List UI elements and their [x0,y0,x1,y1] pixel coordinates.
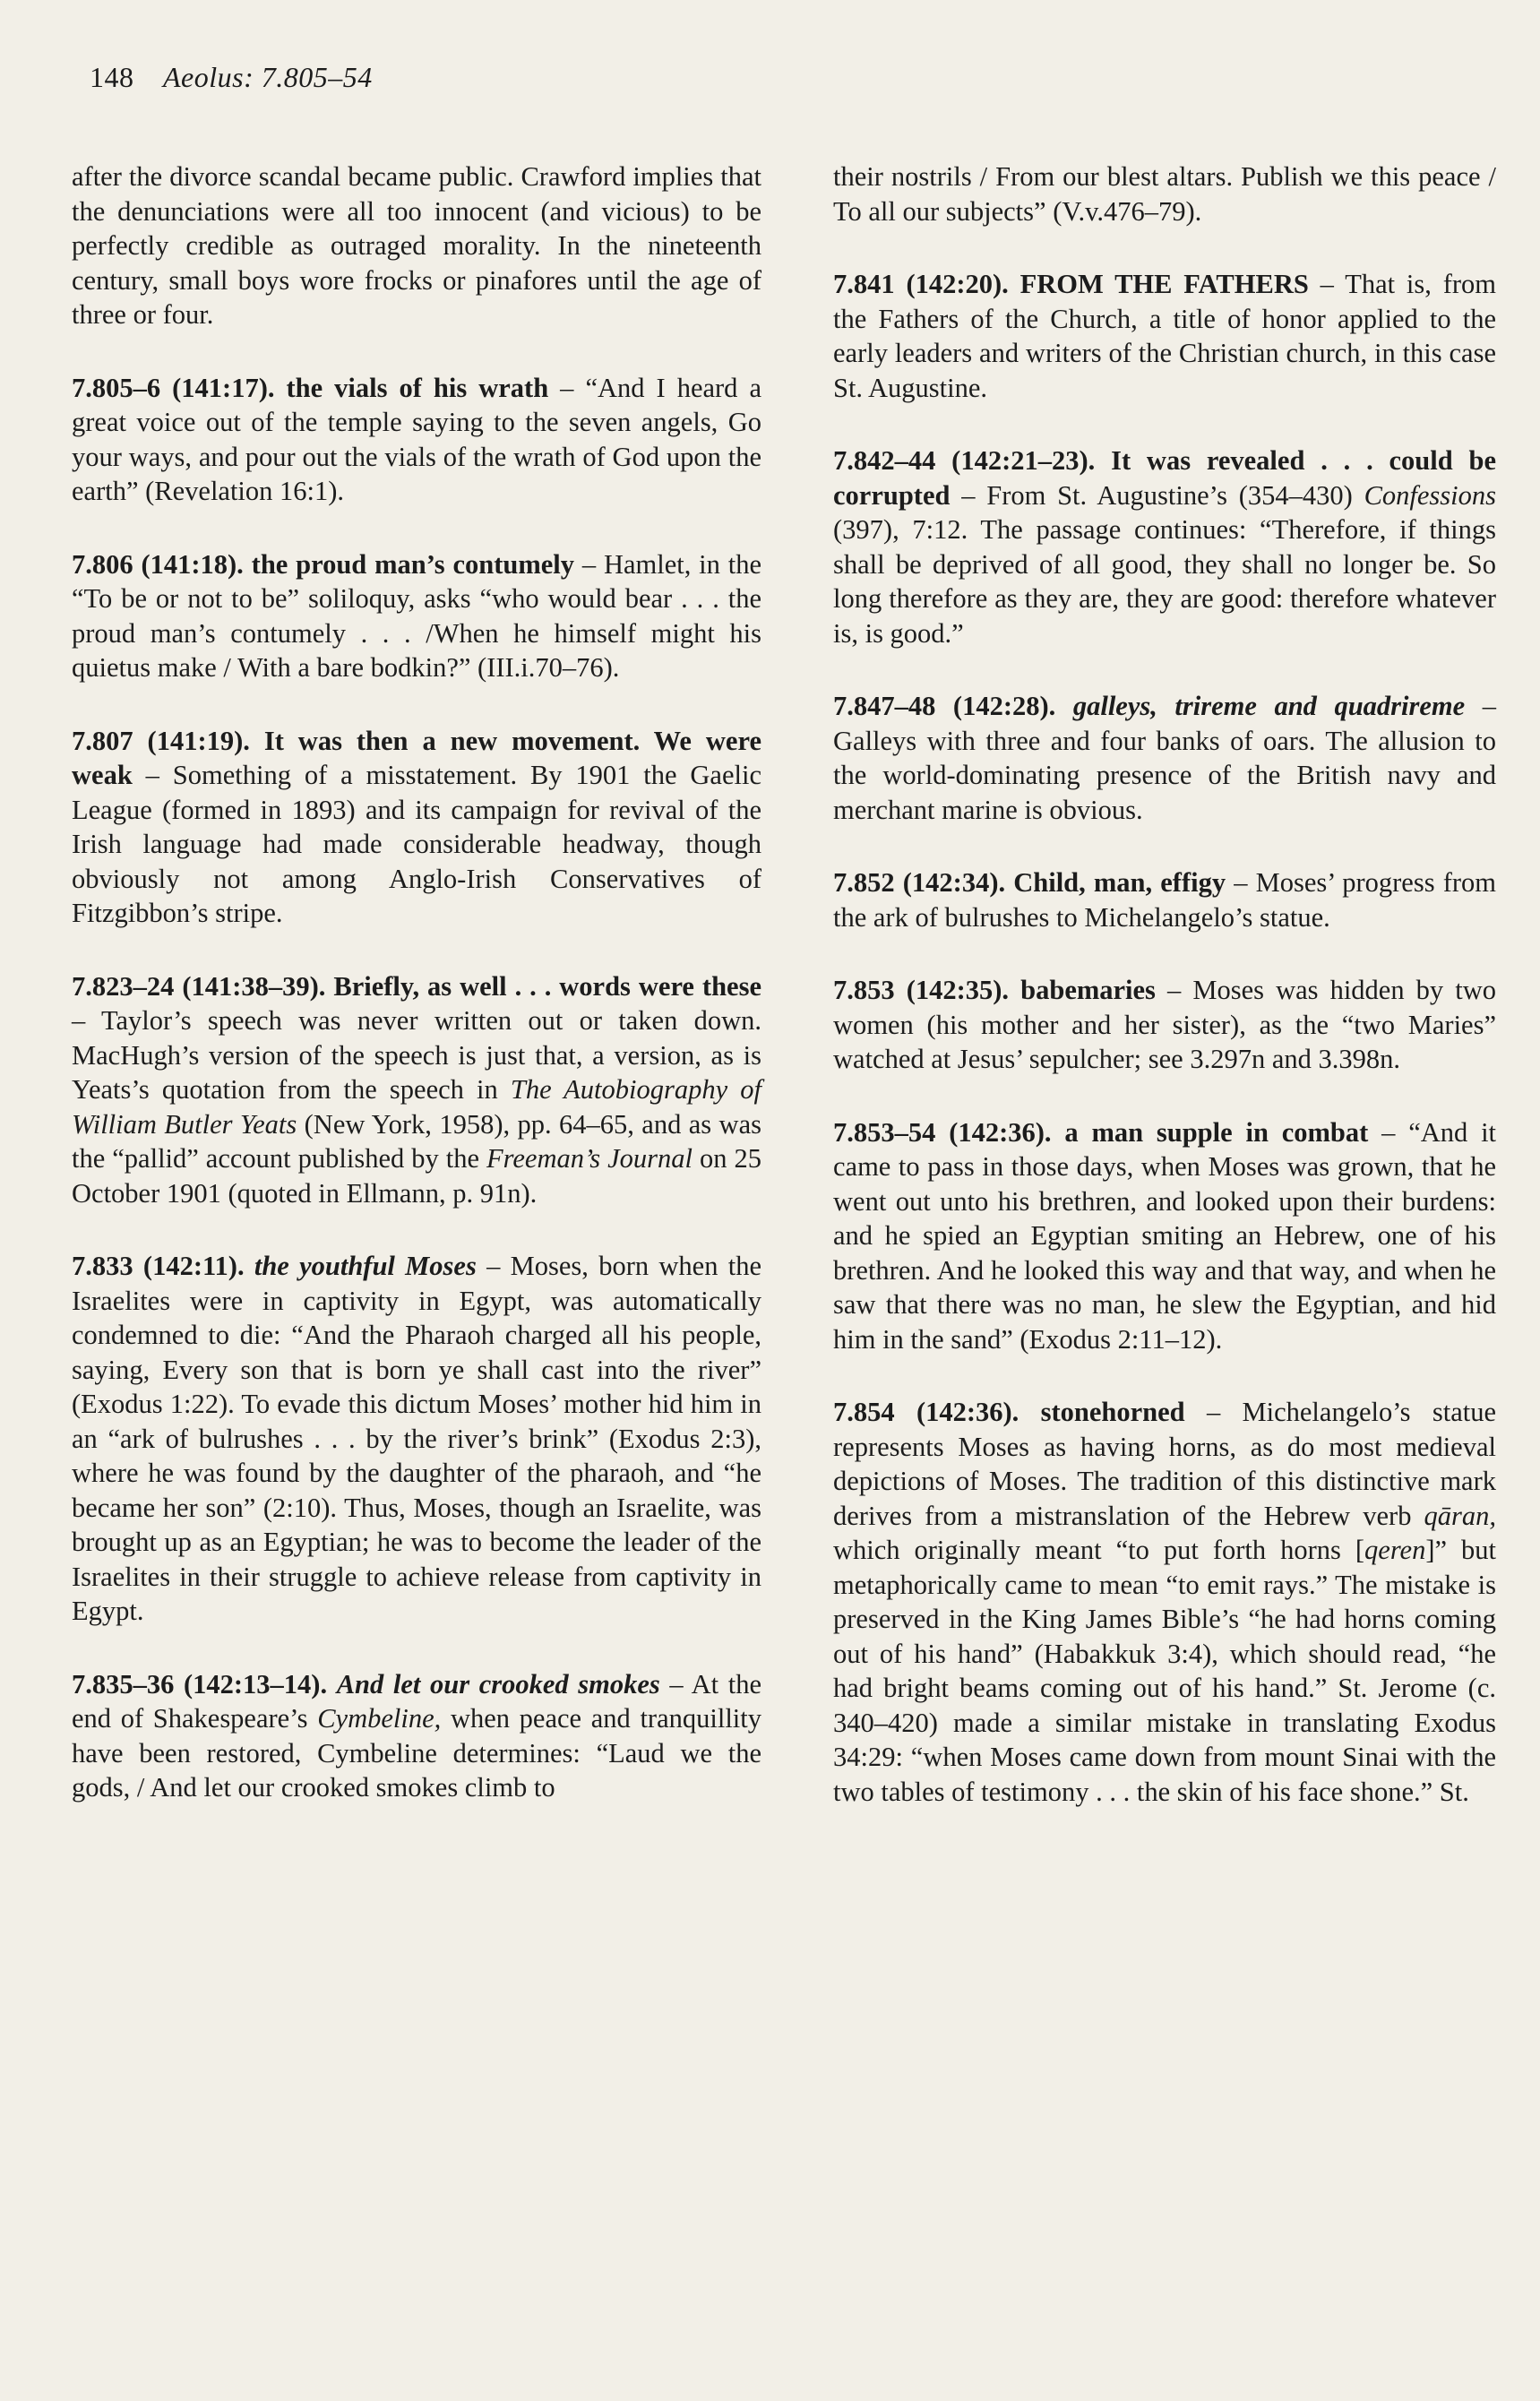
annotation-entry: 7.835–36 (142:13–14). And let our crooked smokes – At the end of Shakespeare’s Cymbeline, when peace and tranquillity have been restored, Cymbeline determines: “Laud we the gods, / And let our crooked smokes climb to [72,1668,761,1803]
entry-body: At the end of Shakespeare’s [72,1668,761,1734]
entry-body: (New York, 1958), pp. 64–65, and as was the “pallid” account published by the [72,1108,761,1174]
entry-body: after the divorce scandal became public. Crawford implies that the denunciations were all too innocent (and vicious) to be perfectly credible as outraged morality. In the nineteenth century, small boys wore frocks or pinafores until the age of three or four. [72,161,761,330]
left-column [72,159,761,1844]
entry-body: their nostrils / From our blest altars. Publish we this peace / To all our subjects” (V.v.476–79). [833,161,1496,227]
annotation-entry [72,159,761,332]
entry-body: Hamlet, in the “To be or not to be” soliloquy, asks “who would bear . . . the proud man’s contumely . . . /When he himself might his quietus make / With a bare bodkin?” (III.i.70–76). [72,548,761,683]
entry-reference: 7.807 (141:19). [72,725,250,756]
entry-lemma: And let our crooked smokes [336,1668,660,1700]
entry-reference: 7.847–48 (142:28). [833,691,1056,721]
annotation-entry [833,159,1496,228]
annotation-entry: 7.853 (142:35). babemaries – Moses was hidden by two women (his mother and her sister), as the “two Maries” watched at Jesus’ sepulcher; see 3.297n and 3.398n. [833,975,1496,1074]
entry-reference: 7.833 (142:11). [72,1251,245,1281]
italic-title: Confessions [1364,479,1496,511]
annotation-entry: 7.823–24 (141:38–39). Briefly, as well . . . words were these – Taylor’s speech was never written out or taken down. MacHugh’s version of the speech is just that, a version, as is Yeats’s quotation from the speech in The Autobiography of William Butler Yeats (New York, 1958), pp. 64–65, and as was the “pallid” account published by the Freeman’s Journal on 25 October 1901 (quoted in Ellmann, p. 91n). [72,970,761,1209]
entry-body: That is, from the Fathers of the Church, a title of honor applied to the early leaders and writers of the Christian church, in this case St. Augustine. [833,269,1496,403]
entry-body: on 25 October 1901 (quoted in Ellmann, p. 91n). [72,1143,761,1209]
entry-reference: 7.806 (141:18). [72,548,244,580]
annotation-entry: 7.841 (142:20). FROM THE FATHERS – That is, from the Fathers of the Church, a title of honor applied to the early leaders and writers of the Christian church, in this case St. Augustine. [833,269,1496,403]
entry-reference: 7.842–44 (142:21–23). [833,445,1096,476]
entry-reference: 7.853–54 (142:36). [833,1116,1052,1148]
annotation-entry: 7.842–44 (142:21–23). It was revealed . . . could be corrupted – From St. Augustine’s (354–430) Confessions (397), 7:12. The passage continues: “Therefore, if things shall be deprived of all good, they shall no longer be. So long therefore as they are, they are good: therefore whatever is, is good.” [833,445,1496,649]
entry-body: Taylor’s speech was never written out or taken down. MacHugh’s version of the speech is just that, a version, as is Yeats’s quotation from the speech in [72,1005,761,1105]
running-title: Aeolus: 7.805–54 [163,61,373,93]
italic-title: The Autobiography of William Butler Yeats [72,1074,761,1140]
entry-lemma: Child, man, effigy [1013,867,1226,898]
entry-body: “And I heard a great voice out of the temple saying to the seven angels, Go your ways, and pour out the vials of the wrath of God upon the earth” (Revelation 16:1). [72,372,761,506]
annotation-entry: 7.807 (141:19). It was then a new movement. We were weak – Something of a misstatement. By 1901 the Gaelic League (formed in 1893) and its campaign for revival of the Irish language had made considerable headway, though obviously not among Anglo-Irish Conservatives of Fitzgibbon’s stripe. [72,725,761,928]
entry-body: Michelangelo’s statue represents Moses as having horns, as do most medieval depictions of Moses. The tradition of this distinctive mark derives from a mistranslation of the Hebrew verb [833,1397,1497,1531]
annotation-entry: 7.806 (141:18). the proud man’s contumely – Hamlet, in the “To be or not to be” soliloquy, asks “who would bear . . . the proud man’s contumely . . . /When he himself might his quietus make / With a bare bodkin?” (III.i.70–76). [72,548,761,683]
entry-lemma: FROM THE FATHERS [1019,269,1309,299]
entry-body: Moses’ progress from the ark of bulrushes to Michelangelo’s statue. [833,867,1496,933]
entry-reference: 7.853 (142:35). [833,975,1010,1005]
entry-body: Galleys with three and four banks of oars. The allusion to the world-dominating presence of the British navy and merchant marine is obvious. [833,725,1496,825]
annotation-entry: 7.852 (142:34). Child, man, effigy – Moses’ progress from the ark of bulrushes to Michelangelo’s statue. [833,867,1496,933]
annotation-entry: 7.854 (142:36). stonehorned – Michelangelo’s statue represents Moses as having horns, as do most medieval depictions of Moses. The tradition of this distinctive mark derives from a mistranslation of the Hebrew verb qāran, which originally meant “to put forth horns [qeren]” but metaphorically came to mean “to emit rays.” The mistake is preserved in the King James Bible’s “he had horns coming out of his hand” (Habakkuk 3:4), which should read, “he had bright beams coming out of his hand.” St. Jerome (c. 340–420) made a similar mistake in translating Exodus 34:29: “when Moses came down from mount Sinai with the two tables of testimony . . . the skin of his face shone.” St. [833,1397,1497,1807]
entry-body: “And it came to pass in those days, when Moses was grown, that he went out unto his brethren, and looked upon their burdens: and he spied an Egyptian smiting an Hebrew, one of his brethren. And he looked this way and that way, and when he saw that there was no man, he slew the Egyptian, and hid him in the sand” (Exodus 2:11–12). [833,1116,1497,1355]
entry-body: Moses, born when the Israelites were in captivity in Egypt, was automatically condemned to die: “And the Pharaoh charged all his people, saying, Every son that is born ye shall cast into the river” (Exodus 1:22). To evade this dictum Moses’ mother hid him in an “ark of bulrushes . . . by the river’s brink” (Exodus 2:3), where he was found by the daughter of the pharaoh, and “he became her son” (2:10). Thus, Moses, though an Israelite, was brought up as an Egyptian; he was to become the leader of the Israelites in their struggle to achieve release from captivity in Egypt. [72,1251,761,1626]
entry-lemma: a man supple in combat [1064,1116,1369,1148]
italic-title: qāran, [1424,1500,1496,1531]
entry-body: Moses was hidden by two women (his mother and her sister), as the “two Maries” watched at Jesus’ sepulcher; see 3.297n and 3.398n. [833,975,1496,1074]
entry-body: Something of a misstatement. By 1901 the Gaelic League (formed in 1893) and its campaign for revival of the Irish language had made considerable headway, though obviously not among Anglo-Irish Conservatives of Fitzgibbon’s stripe. [72,760,761,928]
entry-lemma: It was then a new movement. We were weak [72,725,761,790]
entry-reference: 7.841 (142:20). [833,269,1009,299]
entry-lemma: stonehorned [1040,1397,1185,1427]
entry-lemma: the proud man’s contumely [251,548,574,580]
entry-lemma: the youthful Moses [254,1251,477,1281]
entry-reference: 7.852 (142:34). [833,867,1006,898]
entry-reference: 7.805–6 (141:17). [72,372,275,403]
annotation-entry: 7.847–48 (142:28). galleys, trireme and quadrireme – Galleys with three and four banks of oars. The allusion to the world-dominating presence of the British navy and merchant marine is obvious. [833,691,1497,825]
entry-lemma: It was revealed . . . could be corrupted [833,445,1496,511]
entry-lemma: Briefly, as well . . . words were these [333,970,761,1002]
entry-body: ]” but metaphorically came to mean “to emit rays.” The mistake is preserved in the King James Bible’s “he had horns coming out of his hand” (Habakkuk 3:4), which should read, “he had bright beams coming out of his hand.” St. Jerome (c. 340–420) made a similar mistake in translating Exodus 34:29: “when Moses came down from mount Sinai with the two tables of testimony . . . the skin of his face shone.” St. [833,1535,1496,1807]
entry-reference: 7.854 (142:36). [833,1397,1019,1427]
italic-title: Cymbeline, [317,1703,442,1734]
entry-lemma: galleys, trireme and quadrireme [1072,691,1466,721]
entry-body: when peace and tranquillity have been restored, Cymbeline determines: “Laud we the gods, / And let our crooked smokes climb to [72,1703,761,1803]
italic-title: Freeman’s Journal [486,1143,693,1174]
annotation-entry: 7.805–6 (141:17). the vials of his wrath – “And I heard a great voice out of the temple saying to the seven angels, Go your ways, and pour out the vials of the wrath of God upon the earth” (Revelation 16:1). [72,372,761,506]
entry-body: which originally meant “to put forth horns [ [833,1535,1365,1565]
running-head [90,61,373,94]
entry-reference: 7.823–24 (141:38–39). [72,970,326,1002]
annotation-entry: 7.853–54 (142:36). a man supple in combat – “And it came to pass in those days, when Moses was grown, that he went out unto his brethren, and looked upon their burdens: and he spied an Egyptian smiting an Hebrew, one of his brethren. And he looked this way and that way, and when he saw that there was no man, he slew the Egyptian, and hid him in the sand” (Exodus 2:11–12). [833,1116,1497,1355]
entry-body: From St. Augustine’s (354–430) [986,479,1364,511]
page-number: 148 [90,61,134,93]
italic-title: qeren [1364,1535,1426,1565]
entry-lemma: babemaries [1020,975,1156,1005]
entry-reference: 7.835–36 (142:13–14). [72,1668,328,1700]
right-column [833,159,1496,1847]
entry-body: (397), 7:12. The passage continues: “Therefore, if things shall be deprived of all good, they shall no longer be. So long therefore as they are, they are good: therefore whatever is, is good.” [833,514,1496,649]
entry-lemma: the vials of his wrath [286,372,549,403]
annotation-entry: 7.833 (142:11). the youthful Moses – Moses, born when the Israelites were in captivity in Egypt, was automatically condemned to die: “And the Pharaoh charged all his people, saying, Every son that is born ye shall cast into the river” (Exodus 1:22). To evade this dictum Moses’ mother hid him in an “ark of bulrushes . . . by the river’s brink” (Exodus 2:3), where he was found by the daughter of the pharaoh, and “he became her son” (2:10). Thus, Moses, though an Israelite, was brought up as an Egyptian; he was to become the leader of the Israelites in their struggle to achieve release from captivity in Egypt. [72,1251,761,1626]
